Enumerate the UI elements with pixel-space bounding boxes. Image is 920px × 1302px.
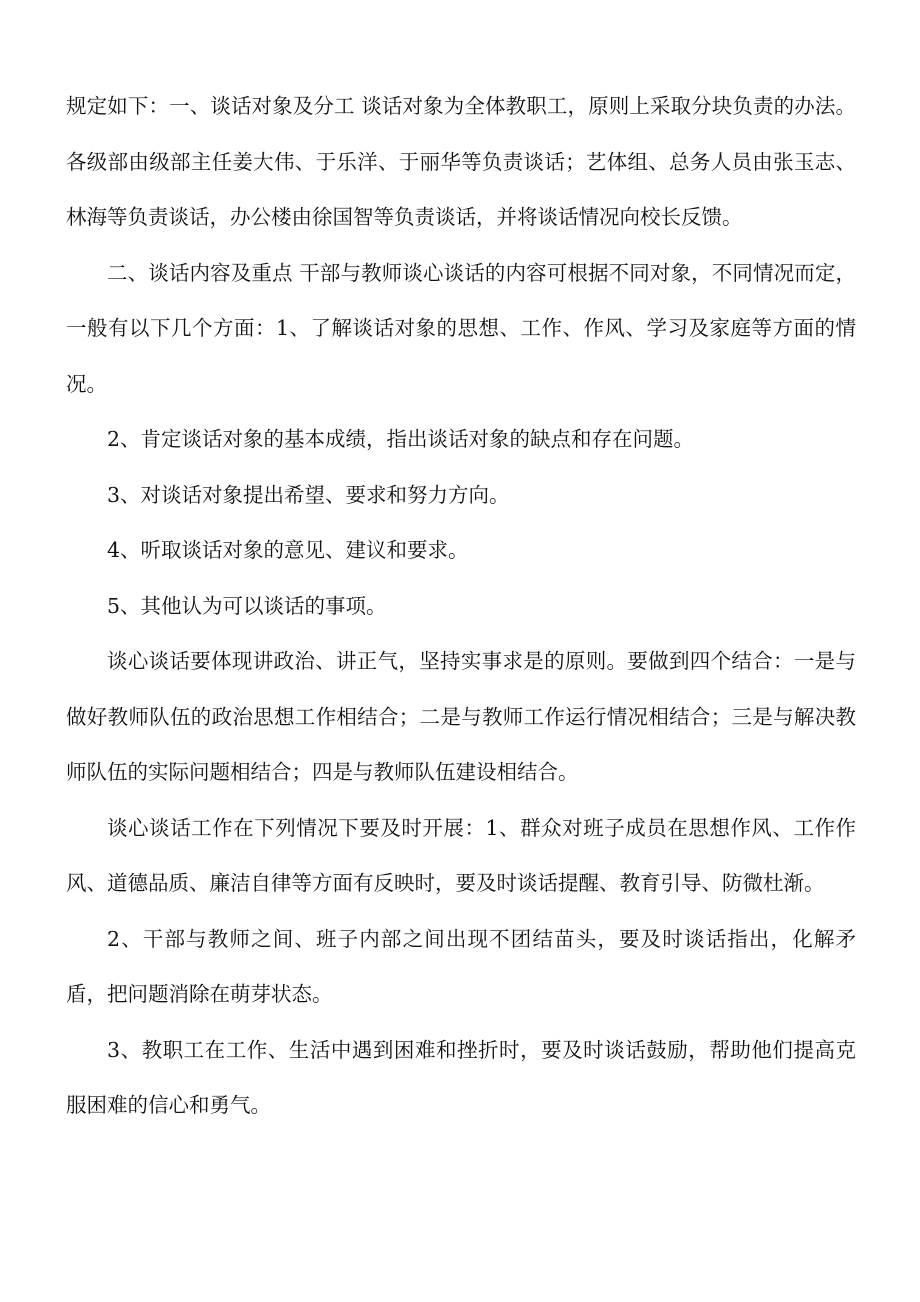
paragraph-timely-conditions: 谈心谈话工作在下列情况下要及时开展：1、群众对班子成员在思想作风、工作作风、道德品质、廉洁自律等方面有反映时，要及时谈话提醒、教育引导、防微杜渐。	[66, 815, 856, 895]
paragraph-assignment: 规定如下：一、谈话对象及分工 谈话对象为全体教职工，原则上采取分块负责的办法。各级部由级部主任姜大伟、于乐洋、于丽华等负责谈话；艺体组、总务人员由张玉志、林海等负责谈话，办公楼由徐国智等负责谈话，并将谈话情况向校长反馈。	[66, 94, 856, 229]
paragraph-item-5: 5、其他认为可以谈话的事项。	[107, 593, 387, 618]
paragraph-item-3: 3、对谈话对象提出希望、要求和努力方向。	[107, 482, 510, 507]
paragraph-condition-3: 3、教职工在工作、生活中遇到困难和挫折时，要及时谈话鼓励，帮助他们提高克服困难的信心和勇气。	[66, 1037, 856, 1117]
paragraph-item-4: 4、听取谈话对象的意见、建议和要求。	[107, 538, 469, 562]
document-body	[66, 79, 856, 1134]
paragraph-content-focus: 二、谈话内容及重点 干部与教师谈心谈话的内容可根据不同对象，不同情况而定，一般有以下几个方面：1、了解谈话对象的思想、工作、作风、学习及家庭等方面的情况。	[66, 260, 856, 396]
paragraph-condition-2: 2、干部与教师之间、班子内部之间出现不团结苗头，要及时谈话指出，化解矛盾，把问题消除在萌芽状态。	[66, 926, 856, 1006]
paragraph-principles: 谈心谈话要体现讲政治、讲正气，坚持实事求是的原则。要做到四个结合：一是与做好教师队伍的政治思想工作相结合；二是与教师工作运行情况相结合；三是与解决教师队伍的实际问题相结合；四是与教师队伍建设相结合。	[66, 649, 856, 784]
paragraph-item-2: 2、肯定谈话对象的基本成绩，指出谈话对象的缺点和存在问题。	[107, 427, 695, 451]
